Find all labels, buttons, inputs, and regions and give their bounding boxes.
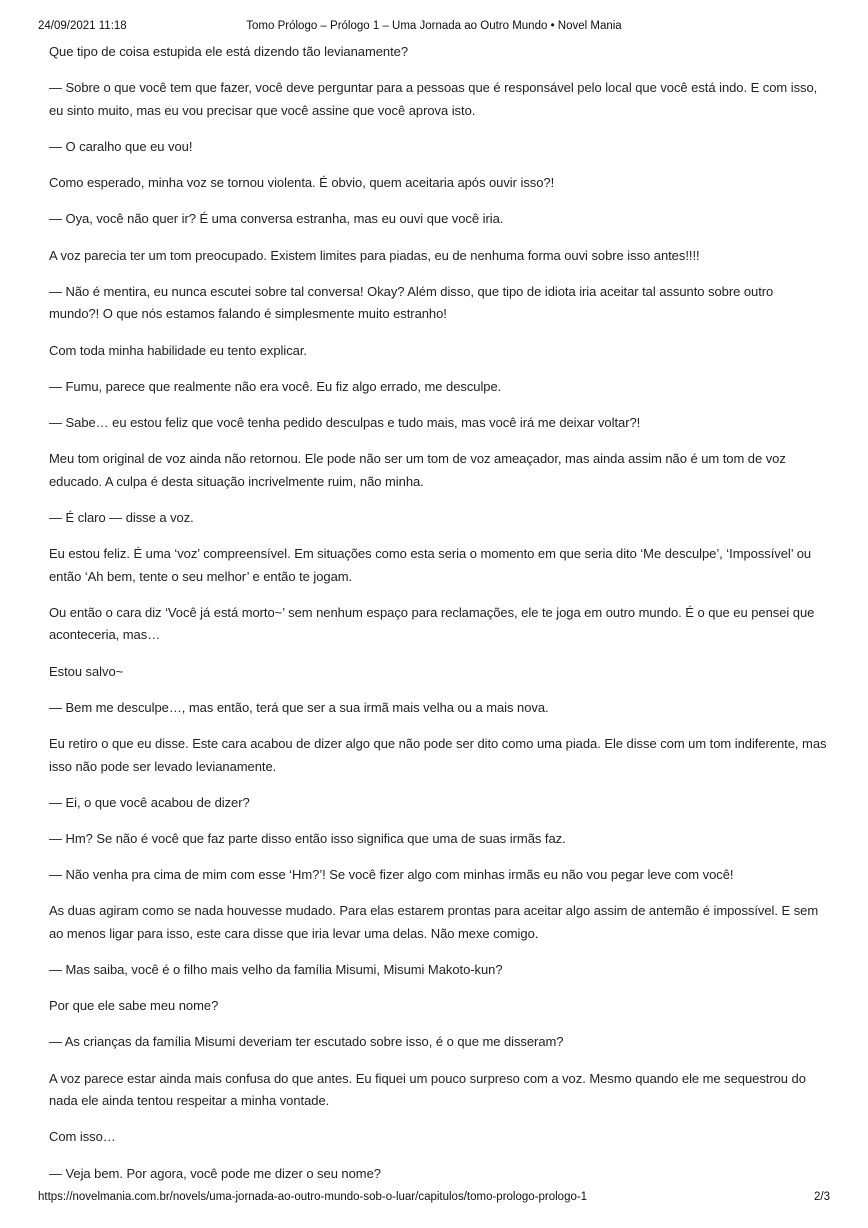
paragraph: — Sobre o que você tem que fazer, você deve perguntar para a pessoas que é responsável pelo local que você está indo. E com isso, eu sinto muito, mas eu vou precisar que você assine que você aprova isto. <box>49 80 818 118</box>
print-datetime: 24/09/2021 11:18 <box>38 20 127 32</box>
paragraph: Com isso… <box>49 1129 116 1145</box>
paragraph: Eu retiro o que eu disse. Este cara acabou de dizer algo que não pode ser dito como uma piada. Ele disse com um tom indiferente, mas isso não pode ser levado levianamente. <box>49 735 827 774</box>
paragraph: — Ei, o que você acabou de dizer? <box>49 794 250 810</box>
paragraph: Por que ele sabe meu nome? <box>49 998 219 1014</box>
paragraph: — É claro — disse a voz. <box>49 509 194 525</box>
paragraph: — Não é mentira, eu nunca escutei sobre tal conversa! Okay? Além disso, que tipo de idiota iria aceitar tal assunto sobre outro mundo?! O que nós estamos falando é simplesmente muito estranho! <box>49 283 774 322</box>
paragraph: — Hm? Se não é você que faz parte disso então isso significa que uma de suas irmãs faz. <box>49 830 566 846</box>
page-number: 2/3 <box>814 1191 830 1203</box>
paragraph: — Oya, você não quer ir? É uma conversa estranha, mas eu ouvi que você iria. <box>49 211 504 227</box>
paragraph: — As crianças da família Misumi deveriam ter escutado sobre isso, é o que me disseram? <box>49 1034 564 1050</box>
chapter-text <box>49 41 827 1199</box>
paragraph: — Fumu, parece que realmente não era você. Eu fiz algo errado, me desculpe. <box>49 378 502 394</box>
paragraph: A voz parecia ter um tom preocupado. Existem limites para piadas, eu de nenhuma forma ouvi sobre isso antes!!!! <box>49 247 700 263</box>
paragraph: Como esperado, minha voz se tornou violenta. É obvio, quem aceitaria após ouvir isso?! <box>49 175 555 191</box>
paragraph: As duas agiram como se nada houvesse mudado. Para elas estarem prontas para aceitar algo assim de antemão é impossível. E sem ao menos ligar para isso, este cara disse que iria levar uma delas. Não mexe comigo. <box>49 903 819 941</box>
paragraph: Com toda minha habilidade eu tento explicar. <box>49 342 307 358</box>
print-header <box>38 20 830 36</box>
paragraph: — Não venha pra cima de mim com esse ‘Hm?’! Se você fizer algo com minhas irmãs eu não vou pegar leve com você! <box>49 867 734 883</box>
paragraph: — Sabe… eu estou feliz que você tenha pedido desculpas e tudo mais, mas você irá me deixar voltar?! <box>49 414 641 430</box>
paragraph: — Mas saiba, você é o filho mais velho da família Misumi, Misumi Makoto-kun? <box>49 962 503 978</box>
print-footer <box>38 1191 830 1207</box>
paragraph: Eu estou feliz. É uma ‘voz’ compreensível. Em situações como esta seria o momento em que seria dito ‘Me desculpe’, ‘Impossível’ ou então ‘Ah bem, tente o seu melhor’ e então te jogam. <box>49 546 812 584</box>
page-url: https://novelmania.com.br/novels/uma-jornada-ao-outro-mundo-sob-o-luar/capitulos/tomo-prologo-prologo-1 <box>38 1191 588 1203</box>
paragraph: — Bem me desculpe…, mas então, terá que ser a sua irmã mais velha ou a mais nova. <box>49 699 549 715</box>
paragraph: Meu tom original de voz ainda não retornou. Ele pode não ser um tom de voz ameaçador, mas ainda assim não é um tom de voz educado. A culpa é desta situação incrivelmente ruim, não minha. <box>49 451 786 489</box>
paragraph: Ou então o cara diz ‘Você já está morto~’ sem nenhum espaço para reclamações, ele te joga em outro mundo. É o que eu pensei que aconteceria, mas… <box>49 604 815 643</box>
print-page-title: Tomo Prólogo – Prólogo 1 – Uma Jornada ao Outro Mundo • Novel Mania <box>246 20 622 32</box>
paragraph: Que tipo de coisa estupida ele está dizendo tão levianamente? <box>49 44 409 59</box>
paragraph: — O caralho que eu vou! <box>49 138 193 154</box>
paragraph: A voz parece estar ainda mais confusa do que antes. Eu fiquei um pouco surpreso com a voz. Mesmo quando ele me sequestrou do nada ele ainda tentou respeitar a minha vontade. <box>49 1070 806 1109</box>
paragraph: — Veja bem. Por agora, você pode me dizer o seu nome? <box>49 1165 381 1181</box>
paragraph: Estou salvo~ <box>49 663 124 679</box>
